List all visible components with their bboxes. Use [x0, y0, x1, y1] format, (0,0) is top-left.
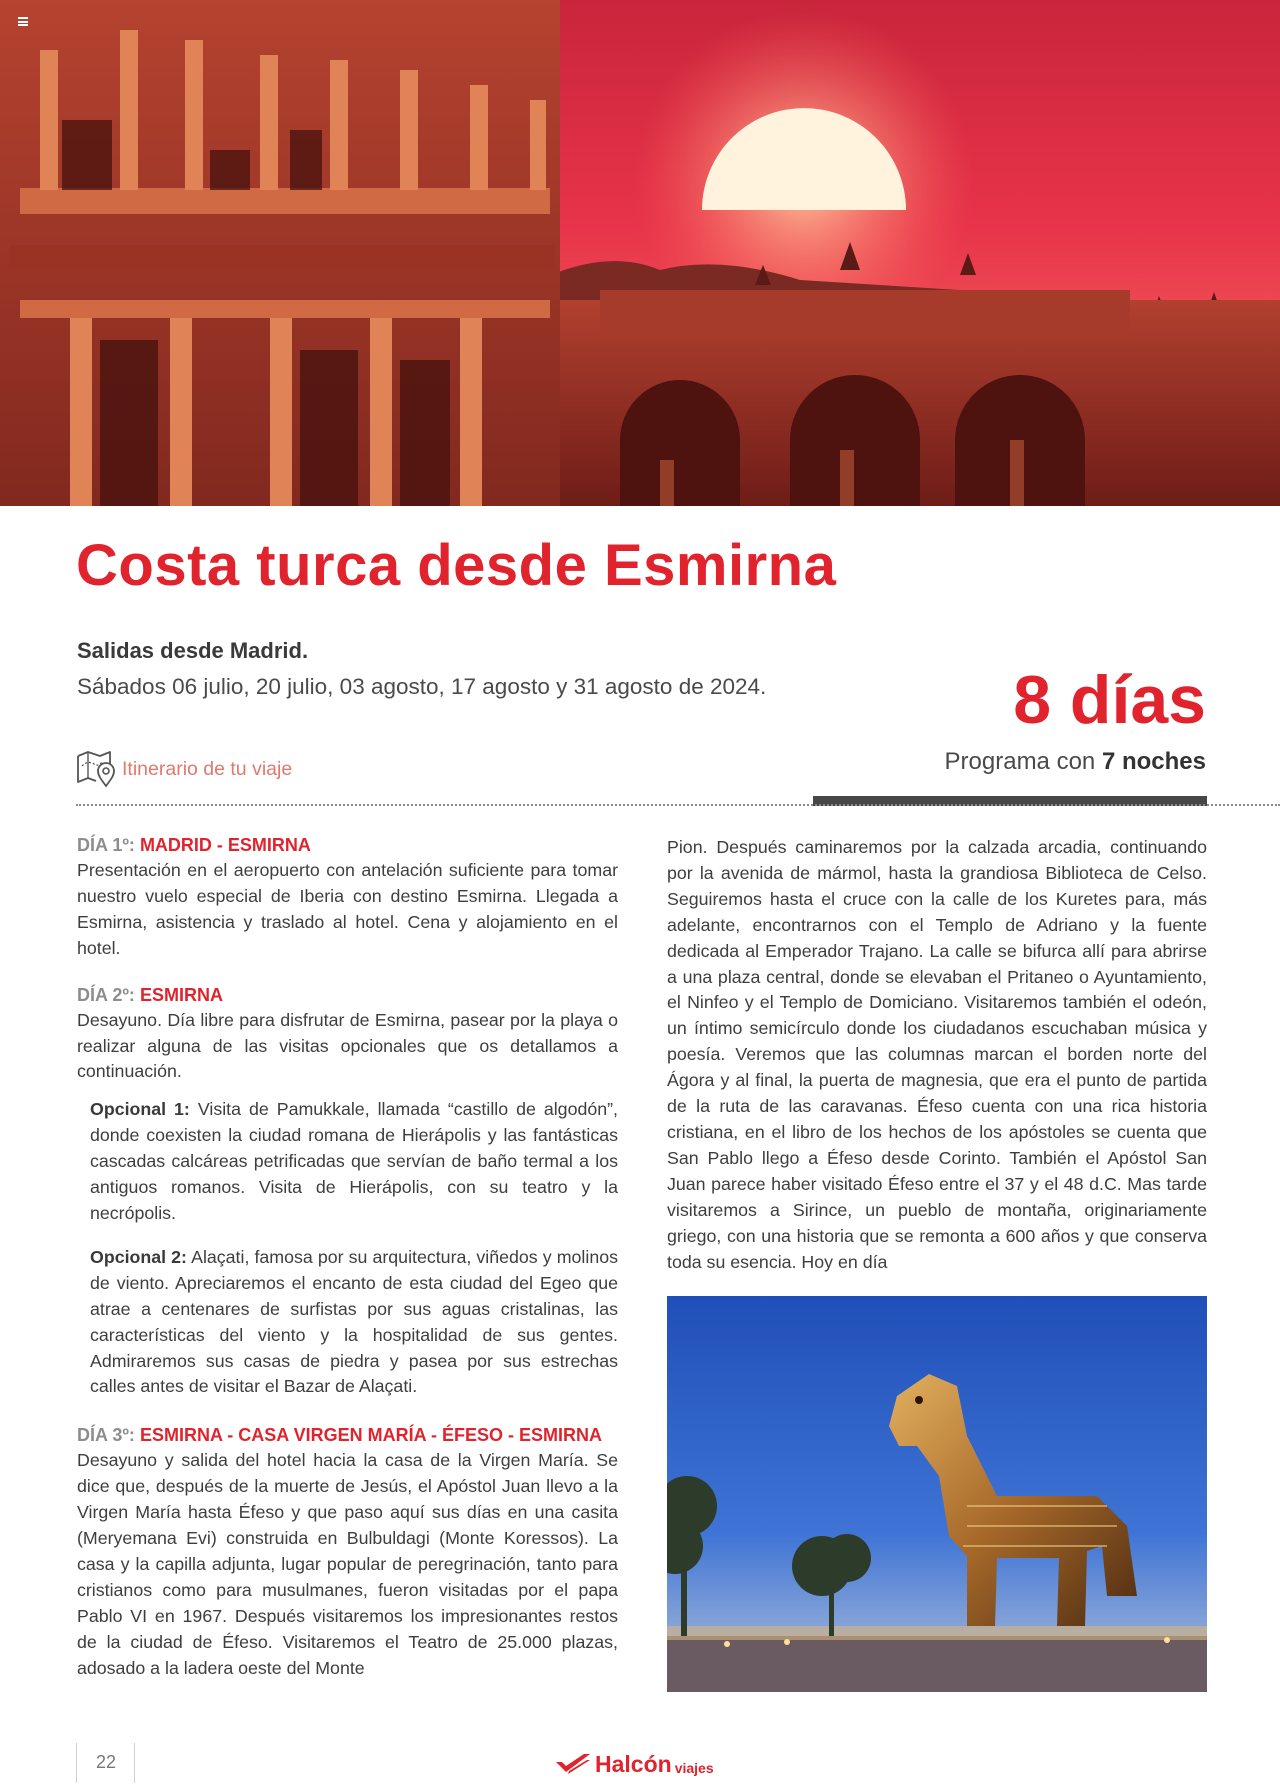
optional-1-label: Opcional 1: [90, 1099, 190, 1120]
departure-heading: Salidas desde Madrid. [77, 638, 309, 663]
day-3-heading [77, 1422, 618, 1448]
day-2-label: DÍA 2º: [77, 984, 135, 1005]
dotted-divider [76, 804, 1280, 806]
brand-logo [554, 1752, 714, 1776]
itinerary-label: Itinerario de tu viaje [122, 757, 293, 780]
page-number: 22 [96, 1752, 117, 1772]
program-prefix: Programa con [944, 748, 1096, 775]
day-1-heading [77, 832, 618, 858]
brand-suffix: viajes [674, 1760, 714, 1776]
brand-name: Halcón [595, 1751, 672, 1777]
menu-icon[interactable] [18, 17, 28, 26]
itinerary-header [76, 750, 292, 788]
day-3-route: ESMIRNA - CASA VIRGEN MARÍA - ÉFESO - ESMIRNA [139, 1425, 602, 1446]
day-2-heading [77, 982, 618, 1008]
departure-dates: Sábados 06 julio, 20 julio, 03 agosto, 17 agosto y 31 agosto de 2024. [77, 674, 767, 699]
optional-1-text: Visita de Pamukkale, llamada “castillo de algodón”, donde coexisten la ciudad romana de Hierápolis y las fantásticas cascadas calcáreas petrificadas que servían de baño termal a los antiguos romanos. Visita de Hierápolis, con su teatro y la necrópolis. [90, 1099, 618, 1223]
map-pin-icon [76, 750, 116, 788]
day-2 [77, 982, 618, 1086]
footer-divider-right [134, 1743, 135, 1783]
day-2-route: ESMIRNA [139, 984, 223, 1005]
hero-image [0, 0, 1280, 506]
program-nights-count: 7 noches [1101, 748, 1206, 775]
duration-days: 8 días [1013, 662, 1206, 738]
day-3-continuation: Pion. Después caminaremos por la calzada arcadia, continuando por la avenida de mármol, hasta la grandiosa Biblioteca de Celso. Seguiremos hasta el cruce con la calle de los Kuretes para, más adelante, encontrarnos con el Templo de Adriano y la fuente dedicada al Emperador Trajano. La calle se bifurca allí para abrirse a una plaza central, donde se elevaban el Pritaneo o Ayuntamiento, el Ninfeo y el Templo de Domiciano. Visitaremos también el odeón, un íntimo semicírculo donde los ciudadanos escuchaban música y poesía. Veremos que las columnas marcan el borden norte del Ágora y al final, la puerta de magnesia, que era el punto de partida de la ruta de las caravanas. Éfeso cuenta con una rica historia cristiana, en el libro de los hechos de los apóstoles se cuenta que San Pablo llego a Éfeso desde Corinto. También el Apóstol San Juan parece haber visitado Éfeso entre el 37 y el 48 d.C. Mas tarde visitaremos a Sirince, un pueblo de montaña, originariamente griego, con una historia que se remonta a 600 años y que conserva toda su esencia. Hoy en día [667, 837, 1207, 1272]
day-1-text: Presentación en el aeropuerto con antelación suficiente para tomar nuestro vuelo especial de Iberia con destino Esmirna. Llegada a Esmirna, asistencia y traslado al hotel. Cena y alojamiento en el hotel. [77, 860, 618, 958]
day-3-label: DÍA 3º: [77, 1425, 135, 1446]
page-title: Costa turca desde Esmirna [76, 533, 837, 598]
day-2-text: Desayuno. Día libre para disfrutar de Esmirna, pasear por la playa o realizar alguna de las visitas opcionales que os detallamos a continuación. [77, 1009, 618, 1082]
itinerary-column-left [77, 832, 618, 1701]
optional-1 [90, 1097, 618, 1227]
day-1-route: MADRID - ESMIRNA [139, 835, 311, 855]
halcon-wing-icon [554, 1752, 592, 1776]
trojan-horse-photo [667, 1296, 1207, 1692]
day-1-label: DÍA 1º: [77, 835, 135, 855]
itinerary-column-right [667, 835, 1207, 1275]
optional-2-label: Opcional 2: [90, 1246, 187, 1267]
day-1 [77, 832, 618, 962]
trojan-horse-illustration [667, 1296, 1207, 1692]
program-nights [945, 748, 1206, 776]
footer-divider-left [76, 1743, 77, 1783]
ephesus-sunset-illustration [0, 0, 1280, 506]
day-3 [77, 1422, 618, 1681]
optional-2 [90, 1245, 618, 1400]
optional-2-text: Alaçati, famosa por su arquitectura, viñedos y molinos de viento. Apreciaremos el encanto de esta ciudad del Egeo que atrae a centenares de surfistas por sus aguas cristalinas, las características del viento y la hospitalidad de sus gentes. Admiraremos sus casas de piedra y pasea por sus estrechas calles antes de visitar el Bazar de Alaçati. [90, 1246, 619, 1397]
day-3-text: Desayuno y salida del hotel hacia la casa de la Virgen María. Se dice que, después de la muerte de Jesús, el Apóstol Juan llevo a la Virgen María hasta Éfeso y que paso aquí sus días en una casita (Meryemana Evi) construida en Bulbuldagi (Monte Koressos). La casa y la capilla adjunta, lugar popular de peregrinación, tanto para cristianos como para musulmanes, fueron visitadas por el papa Pablo VI en 1967. Después visitaremos los impresionantes restos de la ciudad de Éfeso. Visitaremos el Teatro de 25.000 plazas, adosado a la ladera oeste del Monte [77, 1450, 618, 1678]
